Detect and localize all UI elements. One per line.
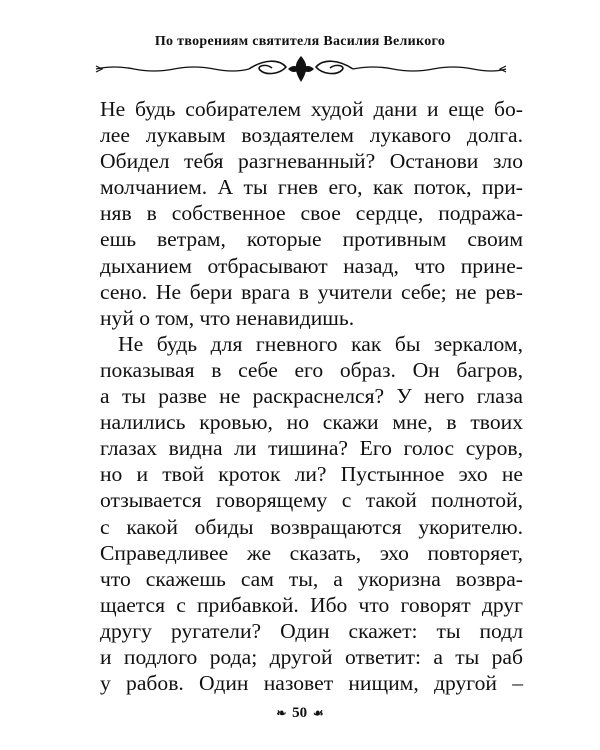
main-text-block [100, 96, 523, 696]
text-line: лее лукавым воздаятелем лукавого долга. [100, 123, 523, 148]
text-line: что скажешь сам ты, а укоризна возвра- [100, 566, 523, 591]
text-line: дыханием отбрасывают назад, что принe- [100, 253, 523, 278]
paragraph-1 [100, 96, 523, 331]
text-line: у рабов. Один назовет нищим, другой – [100, 671, 523, 696]
text-line: но и твой кроток ли? Пустынное эхо не [100, 462, 523, 487]
text-line: с какой обиды возвращаются укорителю. [100, 514, 523, 539]
paragraph-2 [100, 331, 523, 696]
text-line: Обидел тебя разгневанный? Останови зло [100, 149, 523, 174]
text-line: глазах видна ли тишина? Его голос суров, [100, 436, 523, 461]
text-line: молчанием. А ты гнев его, как поток, при- [100, 175, 523, 200]
text-line: Не будь для гневного как бы зеркалом, [118, 331, 523, 356]
text-line: Не будь собирателем худой дани и еще бо- [100, 97, 523, 121]
text-line: другу ругатели? Один скажет: ты подл [100, 618, 523, 643]
text-line: нуй о том, что ненавидишь. [100, 305, 355, 330]
text-line: а ты разве не раскраснелся? У него глаза [100, 384, 523, 409]
running-title: По творениям святителя Василия Великого [154, 34, 446, 49]
page-number-left-ornament-icon: ❧ [276, 706, 287, 721]
text-line: и подлого рода; другой ответит: а ты раб [100, 644, 523, 669]
page-footer [0, 705, 600, 722]
text-line: показывая в себе его образ. Он багров, [100, 357, 523, 382]
header-ornament-divider [94, 54, 508, 84]
page-number: 50 [292, 705, 308, 722]
text-line: Справедливее же сказать, эхо повторяет, [100, 540, 523, 565]
text-line: налились кровью, но скажи мне, в твоих [100, 410, 523, 435]
text-line: няв в собственное свое сердце, подража- [100, 201, 523, 226]
text-line: сено. Не бери врага в учители себе; не рев- [100, 279, 523, 304]
page-number-right-ornament-icon: ☙ [312, 706, 324, 721]
text-line: отзывается говорящему с такой полнотой, [100, 488, 523, 513]
text-line: ешь ветрам, которые противным своим [100, 227, 523, 252]
text-line: щается с прибавкой. Ибо что говорят друг [100, 592, 523, 617]
